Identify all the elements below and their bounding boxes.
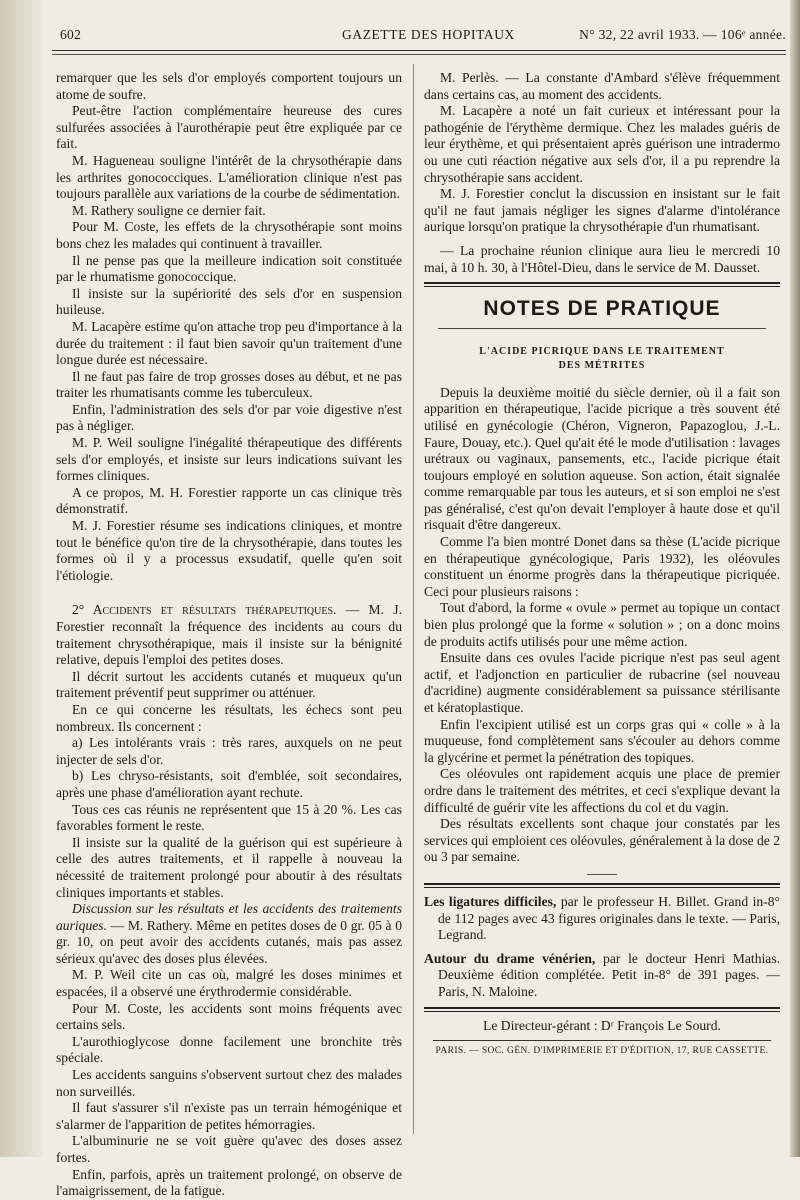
right-column [424, 70, 780, 1060]
paragraph: Il décrit surtout les accidents cutanés et muqueux qu'un traitement préventif peut supprimer ou atténuer. [56, 668, 402, 701]
page-shadow-left [0, 0, 42, 1157]
paragraph: M. Lacapère a noté un fait curieux et intéressant pour la pathogénie de l'érythème dermique. Chez les malades guéris de leur érythème, et qui présentaient après guérison une intradermo ou une cuti réaction négative aux sels d'or, il a pu reprendre la chrysothérapie sans accident. [424, 103, 780, 185]
printer-line: PARIS. — SOC. GÉN. D'IMPRIMERIE ET D'ÉDITION, 17, RUE CASSETTE. [433, 1040, 771, 1060]
paragraph: Pour M. Coste, les effets de la chrysothérapie sont moins bons chez les malades qui continuent à travailler. [56, 219, 402, 251]
discussion-text: — M. Rathery. Même en petites doses de 0 gr. 05 à 0 gr. 10, on peut avoir des accidents cutanés, mais pas assez sérieux qu'avec des doses plus élevées. [56, 917, 402, 966]
paragraph: M. Lacapère estime qu'on attache trop peu d'importance à la durée du traitement : il faut bien savoir qu'un traitement d'une longue durée est nécessaire. [56, 318, 402, 368]
page-number: 602 [60, 27, 82, 42]
issue-info: N° 32, 22 avril 1933. — 106ᵉ année. [579, 27, 786, 42]
paragraph: Depuis la deuxième moitié du siècle dernier, où il a fait son apparition en thérapeutique, l'acide picrique a très souvent été utilisé en gynécologie (Chéron, Vigneron, Papazoglou, J.-L. Faure, Douay, etc.). Quel qu'ait été le mode d'utilisation : lavages urétraux ou vaginaux, pansements, etc., l'acide picrique était toujours employé en solution aqueuse. Son action, était signalée comme remarquable par tous les auteurs, et si son emploi ne s'est pas généralisé, c'est qu'on devait l'employer à haute dose et qu'il risquait d'être dangereux. [424, 384, 780, 533]
paragraph: Ensuite dans ces ovules l'acide picrique n'est pas seul agent actif, et l'adjonction en particulier de rubacrine (sel nouveau d'acridine) augmente considérablement sa puissance stérilisante et kératoplastique. [424, 650, 780, 715]
paragraph: Les accidents sanguins s'observent surtout chez des malades non surveillés. [56, 1067, 402, 1099]
journal-title: GAZETTE DES HOPITAUX [342, 27, 515, 42]
title-rule [438, 328, 766, 329]
paragraph: Enfin, l'administration des sels d'or par voie digestive n'est pas à négliger. [56, 401, 402, 434]
short-rule [587, 874, 617, 875]
paragraph: M. Rathery souligne ce dernier fait. [72, 202, 266, 218]
column-divider [413, 64, 414, 1134]
paragraph: Comme l'a bien montré Donet dans sa thèse (L'acide picrique en thérapeutique gynécologique, Paris 1932), les oléovules constituent un énorme progrès dans la thérapeutique picriquée. Ceci pour plusieurs raisons : [424, 534, 780, 599]
paragraph: Des résultats excellents sont chaque jour constatés par les services qui emploient ces oléovules, généralement à la dose de 2 ou 3 par semaine. [424, 816, 780, 865]
paragraph: a) Les intolérants vrais : très rares, auxquels on ne peut injecter de sels d'or. [56, 735, 402, 767]
header-rule [52, 50, 786, 51]
paragraph: M. Hagueneau souligne l'intérêt de la chrysothérapie dans les arthrites gonococciques. L'amélioration clinique n'est pas toujours parallèle aux variations de la courbe de sédimentation. [56, 152, 402, 202]
biblio-entry [424, 894, 780, 944]
paragraph: Il faut s'assurer s'il n'existe pas un terrain hémogénique et s'alarmer de l'apparition de petites hémorragies. [56, 1100, 402, 1132]
section-divider [424, 282, 780, 287]
paragraph: Tout d'abord, la forme « ovule » permet au topique un contact bien plus prolongé que la forme « solution » ; on a donc moins de produits actifs utilisés pour une même action. [424, 600, 780, 649]
discussion-heading: Discussion sur les résultats et les accidents des traitements auriques. [56, 901, 402, 933]
section-text: — M. J. Forestier reconnaît la fréquence des incidents au cours du traitement chrysothérapique, mais il insiste sur la bénignité relative, depuis l'emploi des petites doses. [56, 602, 402, 668]
paragraph: Enfin l'excipient utilisé est un corps gras qui « colle » à la muqueuse, fond complètement sans s'écouler au dehors comme la glycérine et permet la pénétration des topiques. [424, 716, 780, 765]
left-column [56, 70, 402, 1200]
notes-title: NOTES DE PRATIQUE [483, 297, 721, 321]
paragraph: Peut-être l'action complémentaire heureuse des cures sulfurées associées à l'aurothérapie peut être expliquée par ce fait. [56, 103, 402, 152]
paragraph: Il insiste sur la supériorité des sels d'or en suspension huileuse. [56, 285, 402, 318]
biblio-text: par le docteur Henri Mathias. Deuxième édition complétée. Petit in-8° de 391 pages. — Paris, N. Maloine. [438, 950, 781, 999]
biblio-text: par le professeur H. Billet. Grand in-8° de 112 pages avec 43 figures originales dans le texte. — Paris, Legrand. [438, 893, 780, 943]
paragraph: remarquer que les sels d'or employés comportent toujours un atome de soufre. [56, 70, 402, 102]
biblio-entry [424, 951, 780, 1001]
paragraph: A ce propos, M. H. Forestier rapporte un cas clinique très démonstratif. [56, 484, 402, 517]
paragraph: M. J. Forestier conclut la discussion en insistant sur le fait qu'il ne faut jamais négliger les signes d'alarme d'intolérance aurique lorsqu'on pratique la chrysothérapie d'un rhumatisant. [424, 186, 780, 235]
paragraph: En ce qui concerne les résultats, les échecs sont peu nombreux. Ils concernent : [56, 701, 402, 734]
bibliography [424, 894, 780, 1001]
paragraph: Pour M. Coste, les accidents sont moins fréquents avec certains sels. [56, 1000, 402, 1033]
page-edge-right [790, 0, 800, 1157]
biblio-title: Les ligatures difficiles, [424, 893, 557, 909]
paragraph: M. P. Weil souligne l'inégalité thérapeutique des différents sels d'or employés, et insiste sur leurs indications suivant les formes cliniques. [56, 435, 402, 484]
paragraph: b) Les chryso-résistants, soit d'emblée, soit secondaires, après une phase d'amélioration ayant rechute. [56, 768, 402, 800]
section-heading: 2° Accidents et résultats thérapeutiques. [72, 602, 337, 618]
paragraph: L'albuminurie ne se voit guère qu'avec des doses assez fortes. [56, 1133, 402, 1165]
paragraph: Il insiste sur la qualité de la guérison qui est supérieure à celle des autres traitements, et il rappelle à nouveau la nécessité de traitement prolongé pour aboutir à des résultats cliniques importants et stables. [56, 834, 402, 900]
discussion-paragraph [56, 901, 402, 967]
paragraph: Tous ces cas réunis ne représentent que 15 à 20 %. Les cas favorables forment le reste. [56, 801, 402, 834]
director-signature: Le Directeur-gérant : Dʳ François Le Sourd. [483, 1017, 721, 1033]
section-paragraph [56, 602, 402, 668]
paragraph: M. Perlès. — La constante d'Ambard s'élève fréquemment dans certains cas, au moment des accidents. [424, 70, 780, 102]
paragraph: Ces oléovules ont rapidement acquis une place de premier ordre dans le traitement des métrites, et ceci s'explique devant la difficulté de guérir vite les affections du col et du vagin. [424, 766, 780, 815]
running-header [52, 24, 786, 48]
article-subhead [424, 345, 780, 373]
paragraph: M. P. Weil cite un cas où, malgré les doses minimes et espacées, il a observé une érythrodermie considérable. [56, 967, 402, 1000]
paragraph: Enfin, parfois, après un traitement prolongé, on observe de l'amaigrissement, de la fatigue. [56, 1166, 402, 1199]
paragraph: Il ne pense pas que la meilleure indication soit constituée par le rhumatisme gonococcique. [56, 252, 402, 285]
paragraph: M. J. Forestier résume ses indications cliniques, et montre tout le bénéfice qu'on tire de la chrysothérapie, dans toutes les formes où il y a processus exsudatif, quelle qu'en soit l'étiologie. [56, 518, 402, 583]
header-rule-secondary [52, 54, 786, 55]
next-meeting-note: — La prochaine réunion clinique aura lieu le mercredi 10 mai, à 10 h. 30, à l'Hôtel-Dieu, dans le service de M. Dausset. [424, 242, 780, 275]
section-divider [424, 1007, 780, 1012]
biblio-title: Autour du drame vénérien, [424, 950, 596, 966]
paragraph: Il ne faut pas faire de trop grosses doses au début, et ne pas traiter les rhumatisants comme les tuberculeux. [56, 368, 402, 401]
paragraph: L'aurothioglycose donne facilement une bronchite très spéciale. [56, 1033, 402, 1066]
section-divider [424, 883, 780, 888]
subhead-line: DES MÉTRITES [558, 359, 646, 371]
subhead-line: L'ACIDE PICRIQUE DANS LE TRAITEMENT [479, 345, 725, 357]
